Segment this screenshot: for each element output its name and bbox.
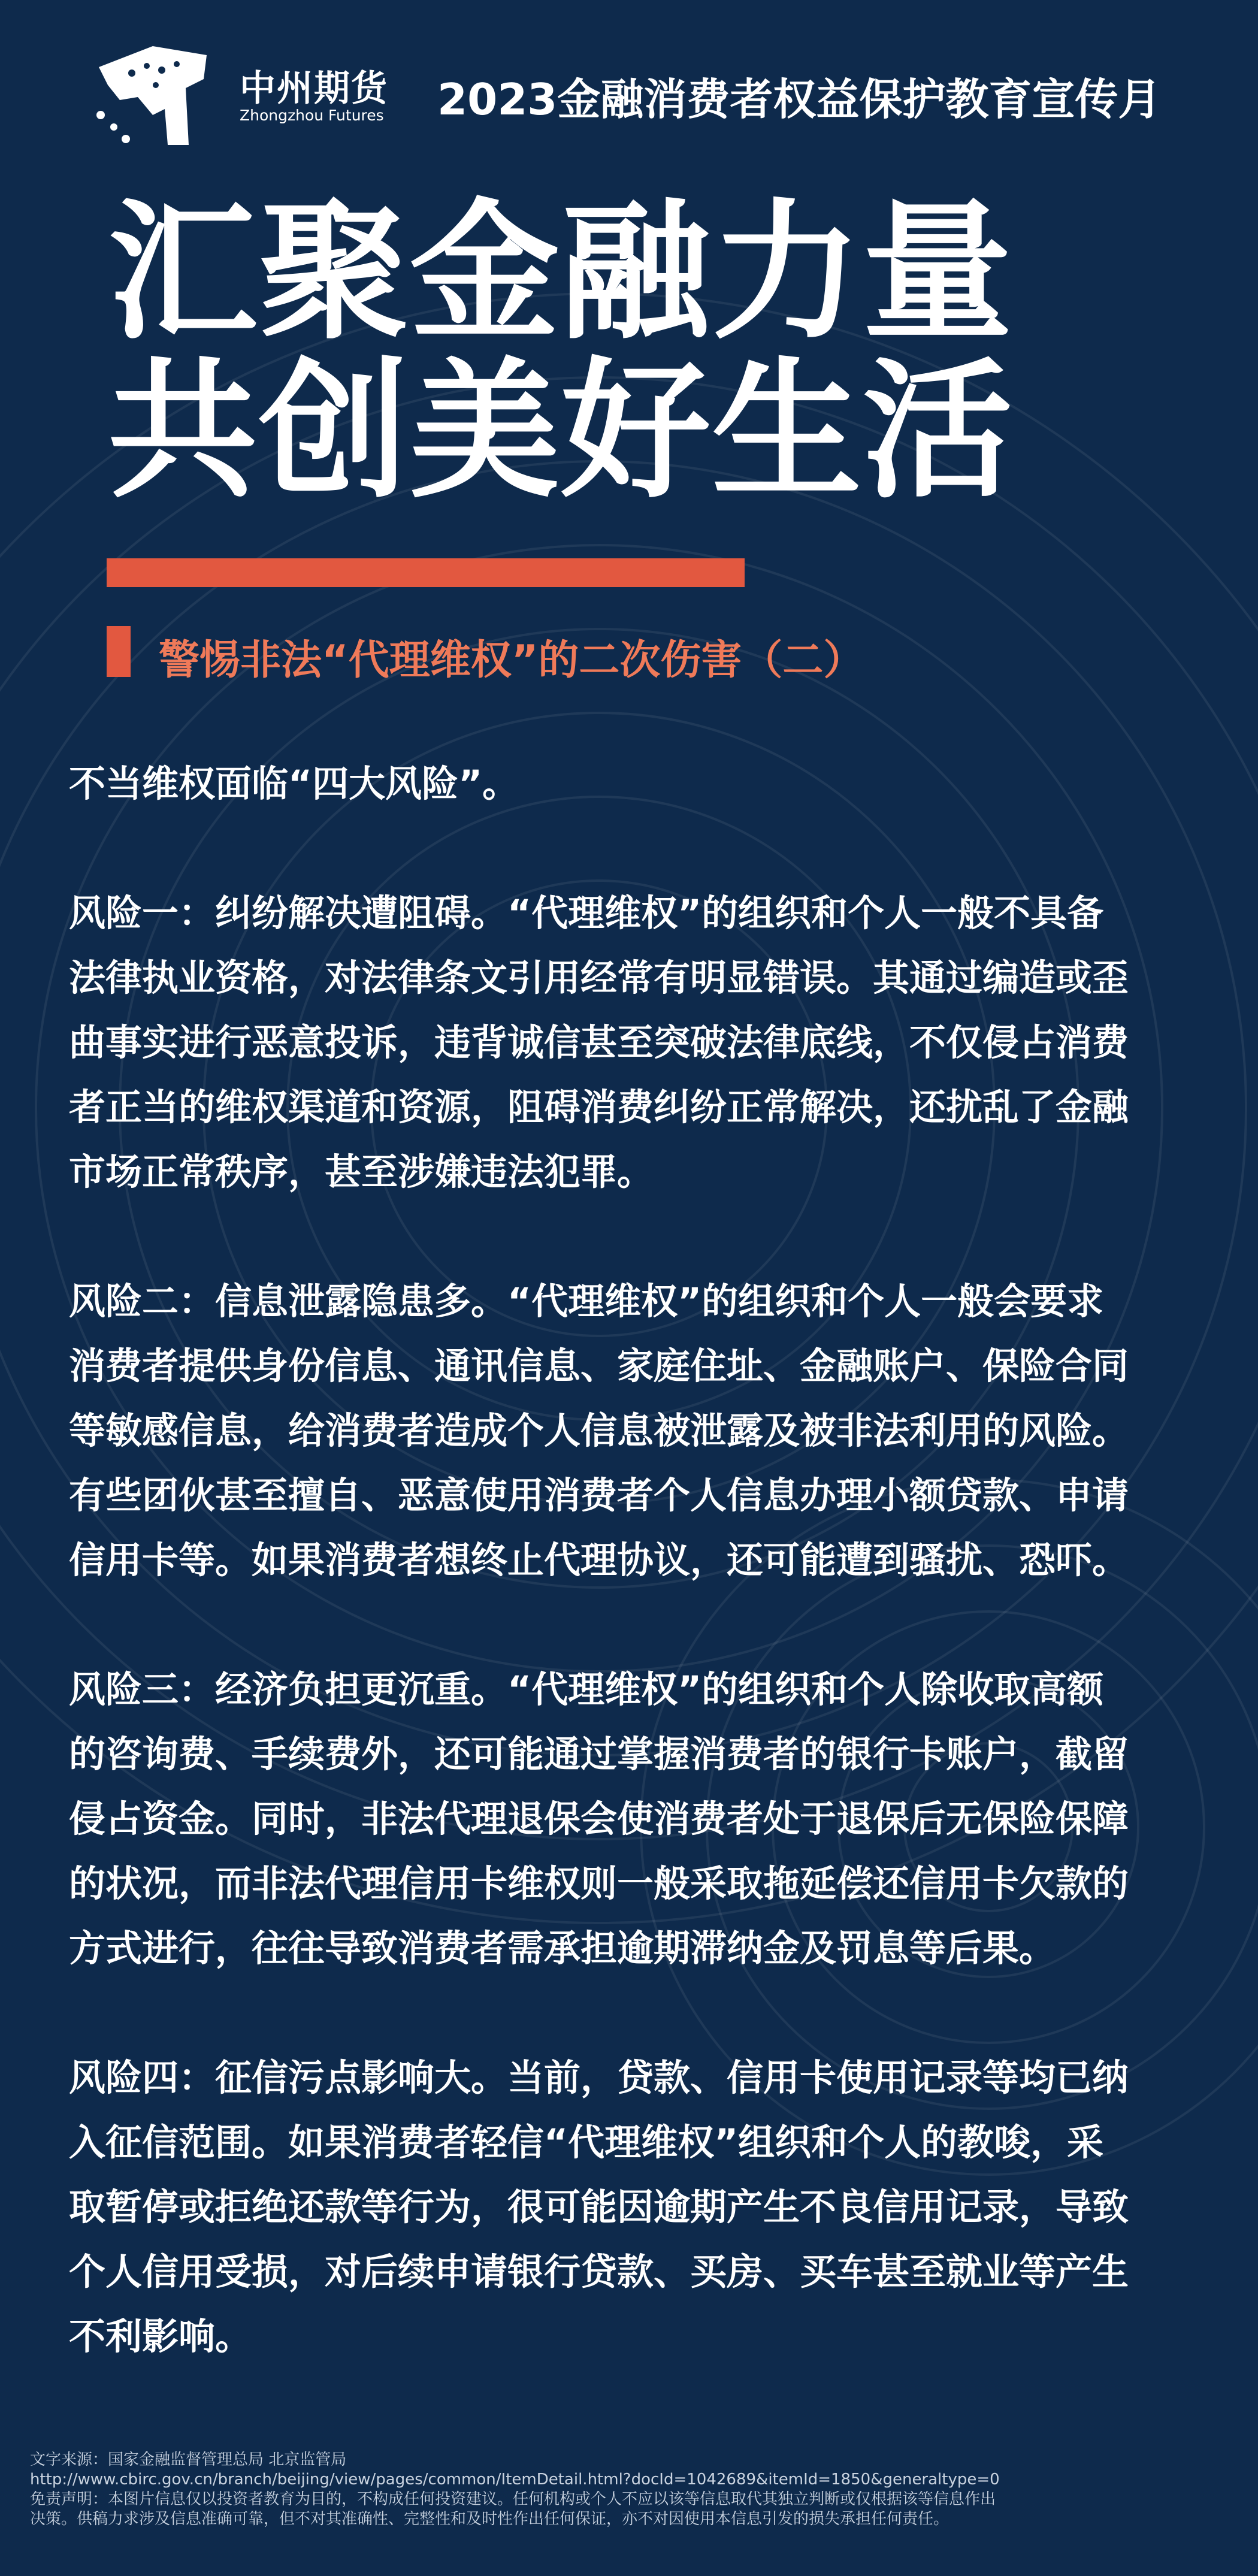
risk-1-line: 曲事实进行恶意投诉，违背诚信甚至突破法律底线，不仅侵占消费 <box>69 1021 1129 1064</box>
risk-1-line: 者正当的维权渠道和资源，阻碍消费纠纷正常解决，还扰乱了金融 <box>69 1086 1129 1129</box>
article-body <box>69 752 1195 2434</box>
campaign-title: 2023金融消费者权益保护教育宣传月 <box>437 74 1162 125</box>
source-credit: 文字来源：国家金融监督管理总局 北京监管局 <box>30 2451 347 2469</box>
risk-3-paragraph <box>69 1658 1195 1981</box>
risk-4-line: 入征信范围。如果消费者轻信“代理维权”组织和个人的教唆，采 <box>69 2121 1104 2164</box>
risk-1-paragraph <box>69 881 1195 1205</box>
accent-bar <box>107 558 745 587</box>
risk-1-line: 法律执业资格，对法律条文引用经常有明显错误。其通过编造或歪 <box>69 957 1129 999</box>
leopard-logo-icon <box>96 43 210 148</box>
subtitle-marker <box>107 626 131 677</box>
intro-line: 不当维权面临“四大风险”。 <box>69 763 519 805</box>
risk-4-line: 风险四：征信污点影响大。当前，贷款、信用卡使用记录等均已纳 <box>69 2057 1129 2099</box>
brand-name-cn: 中州期货 <box>240 68 388 110</box>
risk-3-line: 侵占资金。同时，非法代理退保会使消费者处于退保后无保险保障 <box>69 1798 1129 1840</box>
risk-3-line: 的咨询费、手续费外，还可能通过掌握消费者的银行卡账户，截留 <box>69 1733 1129 1776</box>
risk-4-line: 不利影响。 <box>69 2315 252 2358</box>
brand-name-en: Zhongzhou Futures <box>240 107 384 124</box>
risk-2-line: 等敏感信息，给消费者造成个人信息被泄露及被非法利用的风险。 <box>69 1410 1129 1452</box>
footer <box>30 2450 1228 2529</box>
risk-2-line: 消费者提供身份信息、通讯信息、家庭住址、金融账户、保险合同 <box>69 1345 1129 1387</box>
risk-4-paragraph <box>69 2046 1195 2369</box>
risk-2-line: 有些团伙甚至擅自、恶意使用消费者个人信息办理小额贷款、申请 <box>69 1474 1129 1517</box>
headline-line-1: 汇聚金融力量 <box>108 185 1014 359</box>
risk-2-line: 信用卡等。如果消费者想终止代理协议，还可能遭到骚扰、恐吓。 <box>69 1539 1129 1582</box>
subtitle: 警惕非法“代理维权”的二次伤害（二） <box>159 637 864 684</box>
risk-3-line: 风险三：经济负担更沉重。“代理维权”的组织和个人除收取高额 <box>69 1668 1104 1711</box>
risk-3-line: 的状况，而非法代理信用卡维权则一般采取拖延偿还信用卡欠款的 <box>69 1863 1129 1905</box>
source-url: http://www.cbirc.gov.cn/branch/beijing/view/pages/common/ItemDetail.html?docId=1042689&itemId=1850&generaltype=0 <box>30 2471 1000 2489</box>
disclaimer-line-1: 免责声明：本图片信息仅以投资者教育为目的，不构成任何投资建议。任何机构或个人不应以该等信息取代其独立判断或仅根据该等信息作出 <box>30 2490 996 2508</box>
headline-line-2: 共创美好生活 <box>108 344 1014 518</box>
risk-1-line: 风险一：纠纷解决遭阻碍。“代理维权”的组织和个人一般不具备 <box>69 892 1104 935</box>
risk-2-paragraph <box>69 1269 1195 1593</box>
intro-paragraph <box>69 752 1195 817</box>
disclaimer-line-2: 决策。供稿力求涉及信息准确可靠，但不对其准确性、完整性和及时性作出任何保证，亦不对因使用本信息引发的损失承担任何责任。 <box>30 2510 949 2528</box>
risk-4-line: 个人信用受损，对后续申请银行贷款、买房、买车甚至就业等产生 <box>69 2251 1129 2293</box>
risk-1-line: 市场正常秩序，甚至涉嫌违法犯罪。 <box>69 1151 654 1193</box>
risk-4-line: 取暂停或拒绝还款等行为，很可能因逾期产生不良信用记录，导致 <box>69 2186 1129 2229</box>
risk-3-line: 方式进行，往往导致消费者需承担逾期滞纳金及罚息等后果。 <box>69 1927 1056 1970</box>
risk-2-line: 风险二：信息泄露隐患多。“代理维权”的组织和个人一般会要求 <box>69 1280 1104 1323</box>
